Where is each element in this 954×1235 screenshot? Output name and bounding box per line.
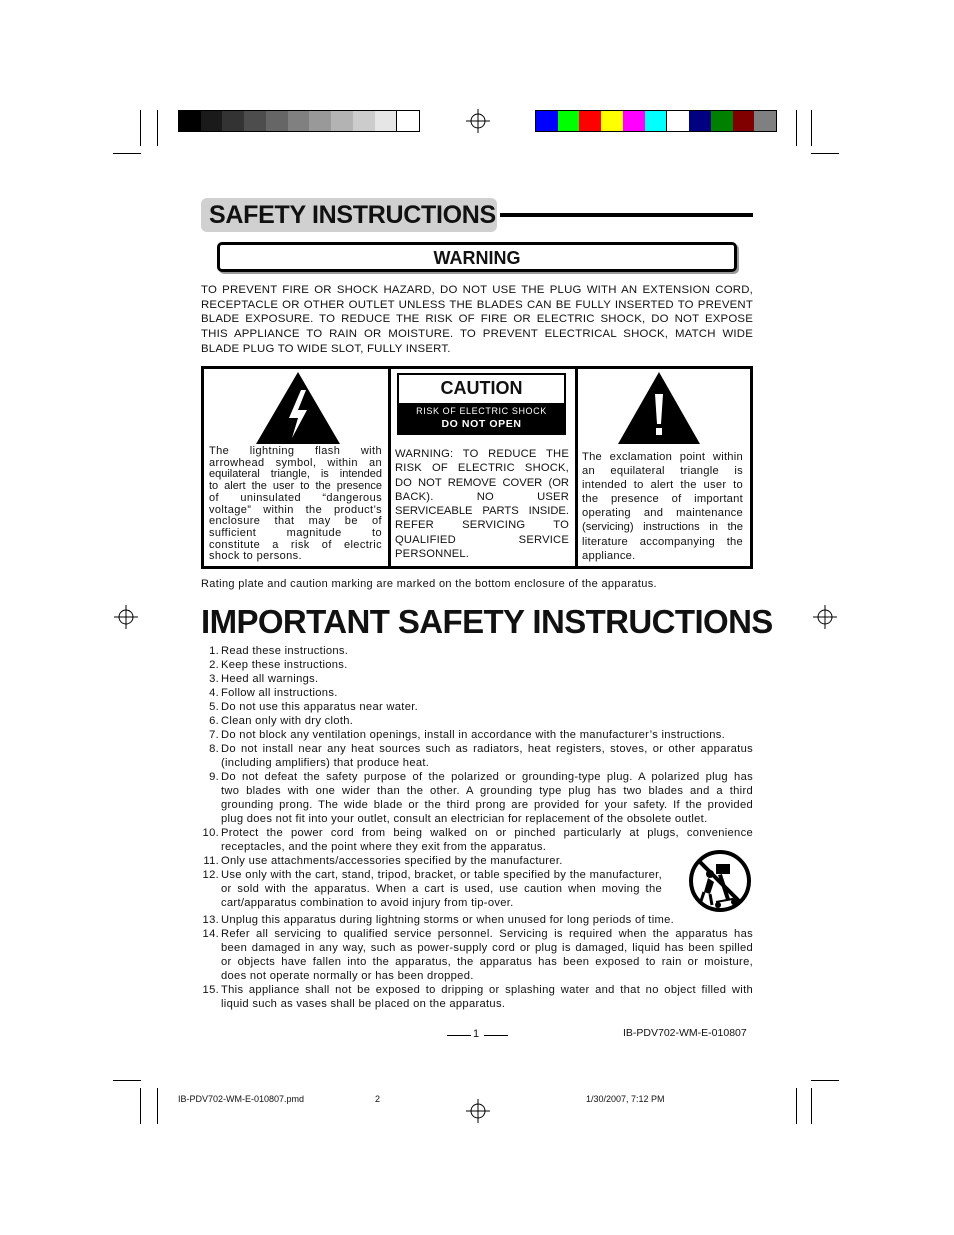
footer-sheet: 2	[375, 1094, 381, 1104]
color-swatch	[288, 111, 310, 131]
footer-filename: IB-PDV702-WM-E-010807.pmd	[178, 1094, 305, 1104]
instruction-text: or sold with the apparatus. When a cart is used, use caution when moving the	[221, 883, 662, 895]
instruction-item	[201, 658, 753, 672]
text-line: literature accompanying the	[582, 535, 743, 548]
instruction-number: 13.	[202, 914, 219, 926]
text-line: sufficient magnitude to	[209, 526, 382, 539]
color-swatch	[266, 111, 288, 131]
instruction-text: been damaged in any way, such as power-supply cord or plug is damaged, liquid has been spilled	[221, 942, 753, 954]
instruction-text: Refer all servicing to qualified service personnel. Servicing is required when the apparatus has	[221, 928, 753, 940]
text-line: RISK OF ELECTRIC SHOCK,	[395, 462, 569, 475]
text-line: appliance.	[582, 549, 636, 562]
color-swatch	[222, 111, 244, 131]
text-line: SERVICEABLE PARTS INSIDE.	[395, 505, 569, 518]
instruction-item	[201, 826, 753, 854]
instruction-number: 6.	[209, 715, 219, 727]
instruction-item	[201, 742, 753, 770]
warning-paragraph	[201, 283, 753, 357]
caution-subtitle	[399, 403, 564, 433]
instruction-number: 10.	[202, 827, 219, 839]
instruction-number: 12.	[202, 869, 219, 881]
text-line: of uninsulated “dangerous	[209, 491, 382, 504]
caution-subtitle-line: RISK OF ELECTRIC SHOCK	[416, 406, 547, 416]
text-line: DO NOT REMOVE COVER (OR	[395, 476, 569, 489]
caution-label-box	[397, 373, 566, 435]
instruction-text: Only use attachments/accessories specified by the manufacturer.	[221, 855, 563, 867]
cart-tipover-warning-icon	[688, 850, 754, 916]
instruction-text: cart/apparatus combination to avoid injury from tip-over.	[221, 897, 514, 909]
instruction-text: does not operate normally or has been dropped.	[221, 970, 474, 982]
instruction-item	[201, 700, 753, 714]
instruction-text: Protect the power cord from being walked on or pinched particularly at plugs, convenience	[221, 827, 753, 839]
color-swatch	[645, 111, 667, 131]
instruction-text: Follow all instructions.	[221, 687, 338, 699]
instruction-item	[201, 868, 753, 910]
color-swatch	[331, 111, 353, 131]
color-swatch	[754, 111, 776, 131]
instruction-item	[201, 728, 753, 742]
color-swatch	[244, 111, 266, 131]
color-registration-bar	[535, 110, 777, 132]
instruction-text: (including amplifiers) that produce heat.	[221, 757, 430, 769]
section-title: SAFETY INSTRUCTIONS	[201, 198, 497, 232]
color-swatch	[353, 111, 375, 131]
registration-target-icon	[813, 605, 837, 629]
instruction-number: 7.	[209, 729, 219, 741]
instruction-text: plug does not fit into your outlet, consult an electrician for replacement of the obsolete outlet.	[221, 813, 708, 825]
page-number-rule-right	[484, 1035, 508, 1036]
instruction-number: 4.	[209, 687, 219, 699]
text-line: the presence of important	[582, 493, 743, 506]
instruction-text: grounding prong. The wide blade or the third prong are provided for your safety. If the provided	[221, 799, 753, 811]
text-line: REFER SERVICING TO	[395, 519, 569, 532]
instruction-text: This appliance shall not be exposed to dripping or splashing water and that no object filled with	[221, 984, 753, 996]
color-swatch	[309, 111, 331, 131]
instruction-item	[201, 913, 753, 927]
exclamation-triangle-icon	[618, 372, 700, 444]
instruction-text: Keep these instructions.	[221, 659, 348, 671]
instruction-text: Do not block any ventilation openings, install in accordance with the manufacturer’s instructions.	[221, 729, 726, 741]
instruction-text: Heed all warnings.	[221, 673, 319, 685]
instruction-item	[201, 927, 753, 983]
table-divider	[388, 369, 391, 566]
text-line: (servicing) instructions in the	[582, 521, 743, 534]
text-line: operating and maintenance	[582, 507, 743, 520]
instruction-item	[201, 770, 753, 826]
main-title: IMPORTANT SAFETY INSTRUCTIONS	[201, 603, 773, 640]
text-line: an equilateral triangle is	[582, 465, 743, 478]
table-divider	[575, 369, 578, 566]
registration-target-icon	[114, 605, 138, 629]
text-line: The exclamation point within	[582, 451, 743, 463]
text-line: QUALIFIED SERVICE	[395, 533, 569, 546]
lightning-description	[209, 446, 382, 563]
text-line: voltage” within the product’s	[209, 503, 382, 516]
caution-description	[395, 447, 569, 561]
color-swatch	[579, 111, 601, 131]
instruction-text: Do not defeat the safety purpose of the polarized or grounding-type plug. A polarized plug has	[221, 771, 753, 783]
instruction-item	[201, 686, 753, 700]
warning-line: TO PREVENT FIRE OR SHOCK HAZARD, DO NOT USE THE PLUG WITH AN EXTENSION CORD,	[201, 284, 753, 296]
instruction-item	[201, 672, 753, 686]
caution-title: CAUTION	[440, 378, 523, 398]
caution-subtitle-line: DO NOT OPEN	[441, 418, 522, 430]
lightning-triangle-icon	[256, 372, 340, 444]
color-swatch	[558, 111, 580, 131]
instruction-number: 14.	[202, 928, 219, 940]
rating-note: Rating plate and caution marking are marked on the bottom enclosure of the apparatus.	[201, 578, 657, 590]
text-line: constitute a risk of electric	[209, 538, 382, 551]
text-line: BACK). NO USER	[395, 490, 569, 503]
color-swatch	[623, 111, 645, 131]
instruction-text: Read these instructions.	[221, 645, 349, 657]
instruction-text: liquid such as vases shall be placed on the apparatus.	[221, 998, 506, 1010]
text-line: PERSONNEL.	[395, 548, 470, 561]
exclamation-description	[582, 450, 743, 563]
instruction-number: 5.	[209, 701, 219, 713]
instruction-text: Unplug this apparatus during lightning storms or when unused for long periods of time.	[221, 914, 675, 926]
page-number-rule-left	[447, 1035, 471, 1036]
instruction-number: 11.	[203, 855, 219, 867]
instruction-item	[201, 854, 753, 868]
color-swatch	[375, 111, 397, 131]
text-line: equilateral triangle, is intended	[209, 468, 382, 481]
instruction-number: 2.	[209, 659, 219, 671]
instruction-item	[201, 983, 753, 1011]
registration-target-icon	[466, 109, 490, 133]
instruction-item	[201, 644, 753, 658]
color-swatch	[733, 111, 755, 131]
instruction-number: 8.	[209, 743, 219, 755]
warning-line: BLADE EXPOSURE. TO REDUCE THE RISK OF FIRE OR ELECTRIC SHOCK, DO NOT EXPOSE	[201, 313, 753, 325]
color-swatch	[601, 111, 623, 131]
instruction-text: or objects have fallen into the apparatus, the apparatus has been exposed to rain or moisture,	[221, 956, 753, 968]
warning-line: RECEPTACLE OR OTHER OUTLET UNLESS THE BLADES CAN BE FULLY INSERTED TO PREVENT	[201, 298, 753, 311]
instruction-number: 1.	[209, 645, 219, 657]
instruction-number: 3.	[209, 673, 219, 685]
footer-datetime: 1/30/2007, 7:12 PM	[586, 1094, 665, 1104]
instruction-number: 15.	[202, 984, 219, 996]
instruction-number: 9.	[209, 771, 219, 783]
text-line: WARNING: TO REDUCE THE	[395, 448, 569, 460]
instruction-text: Clean only with dry cloth.	[221, 715, 354, 727]
text-line: The lightning flash with	[209, 445, 382, 457]
color-swatch	[179, 111, 201, 131]
instruction-text: two blades with one wider than the other. A grounding type plug has two blades and a third	[221, 785, 753, 797]
text-line: enclosure that may be of	[209, 515, 382, 528]
text-line: intended to alert the user to	[582, 479, 743, 492]
text-line: to alert the user to the presence	[209, 480, 382, 493]
color-swatch	[689, 111, 711, 131]
title-rule	[500, 213, 753, 217]
color-swatch	[666, 111, 689, 131]
registration-target-icon	[466, 1099, 490, 1123]
instruction-text: Do not use this apparatus near water.	[221, 701, 419, 713]
text-line: shock to persons.	[209, 550, 303, 563]
color-swatch	[711, 111, 733, 131]
text-line: arrowhead symbol, within an	[209, 456, 382, 469]
instruction-text: Do not install near any heat sources such as radiators, heat registers, stoves, or other apparatus	[221, 743, 753, 755]
grayscale-color-bar	[178, 110, 420, 132]
caution-table	[201, 366, 753, 569]
warning-line: BLADE PLUG TO WIDE SLOT, FULLY INSERT.	[201, 343, 451, 355]
instruction-text: receptacles, and the point where they exit from the apparatus.	[221, 841, 547, 853]
color-swatch	[536, 111, 558, 131]
warning-line: THIS APPLIANCE TO RAIN OR MOISTURE. TO PREVENT ELECTRICAL SHOCK, MATCH WIDE	[201, 327, 753, 340]
color-swatch	[201, 111, 223, 131]
instruction-item	[201, 714, 753, 728]
instruction-text: Use only with the cart, stand, tripod, bracket, or table specified by the manufacturer,	[221, 869, 662, 881]
document-code: IB-PDV702-WM-E-010807	[623, 1027, 747, 1039]
page-number: 1	[473, 1028, 480, 1040]
warning-label: WARNING	[217, 242, 737, 272]
color-swatch	[396, 111, 419, 131]
